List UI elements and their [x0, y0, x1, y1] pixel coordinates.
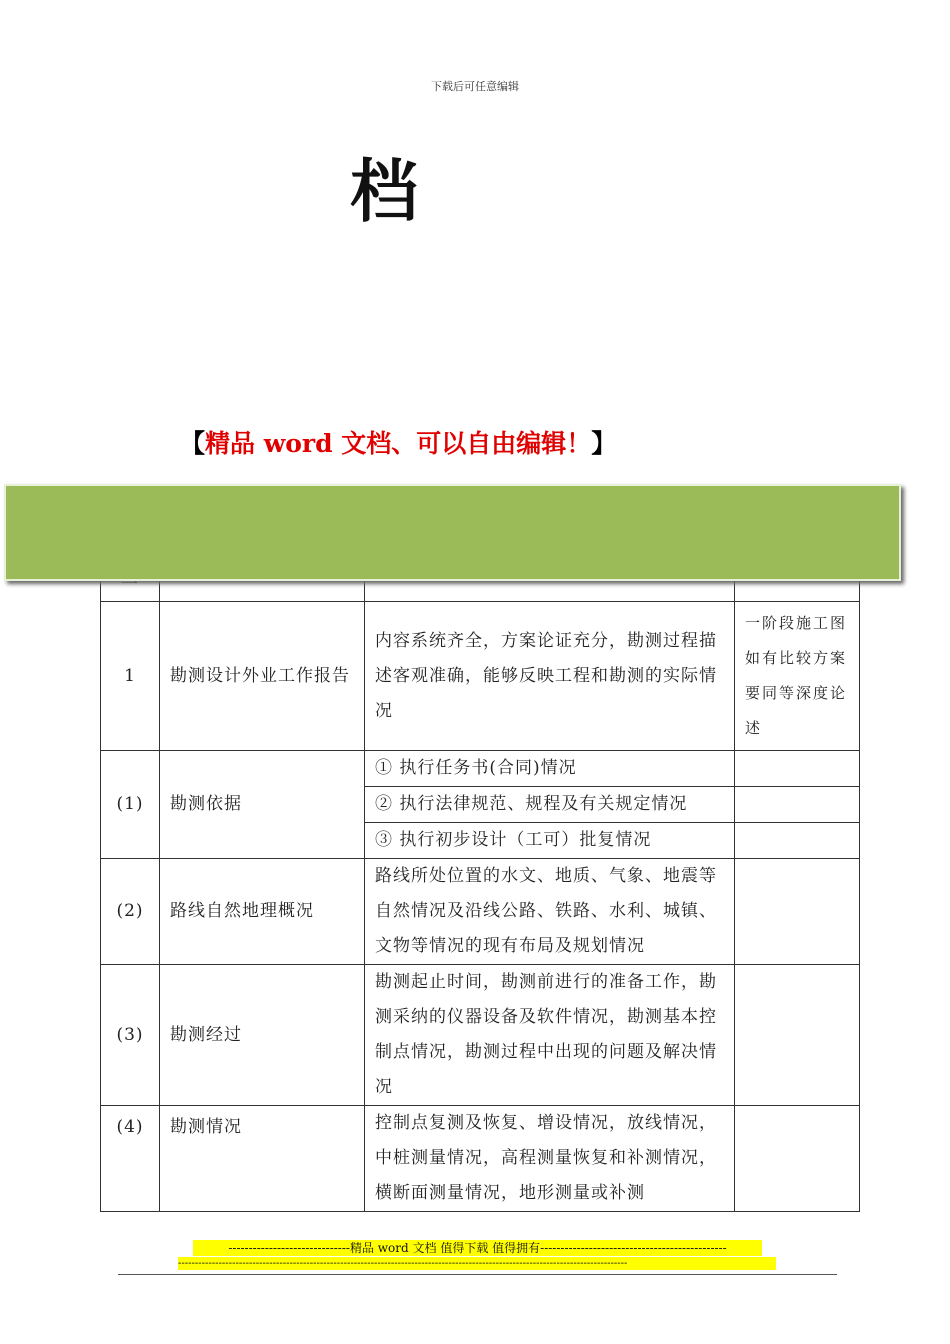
table-row: [101, 602, 860, 751]
row-number: (4): [101, 1106, 160, 1212]
row-content: ③ 执行初步设计（工可）批复情况: [365, 823, 735, 859]
promo-close-bracket: 】: [591, 429, 617, 458]
row-item: 勘测经过: [160, 965, 365, 1106]
row-note: [735, 859, 860, 965]
row-number: (3): [101, 965, 160, 1106]
row-note: [735, 787, 860, 823]
header-note: 下载后可任意编辑: [431, 80, 519, 93]
row-content: 勘测起止时间，勘测前进行的准备工作，勘测采纳的仪器设备及软件情况，勘测基本控制点情况，勘测过程中出现的问题及解决情况: [365, 965, 735, 1106]
table-row: [101, 965, 860, 1106]
row-content: 路线所处位置的水文、地质、气象、地震等自然情况及沿线公路、铁路、水利、城镇、文物等情况的现有布局及规划情况: [365, 859, 735, 965]
table-row: [101, 859, 860, 965]
row-content: 内容系统齐全，方案论证充分，勘测过程描述客观准确，能够反映工程和勘测的实际情况: [365, 602, 735, 751]
footer-divider: [118, 1274, 837, 1275]
table-row: [101, 751, 860, 787]
row-number: (2): [101, 859, 160, 965]
green-banner: [4, 484, 901, 581]
row-note: [735, 751, 860, 787]
row-content: 控制点复测及恢复、增设情况，放线情况，中桩测量情况，高程测量恢复和补测情况，横断面测量情况，地形测量或补测: [365, 1106, 735, 1212]
row-note: [735, 1106, 860, 1212]
review-table: [100, 548, 860, 1212]
row-content: ② 执行法律规范、规程及有关规定情况: [365, 787, 735, 823]
promo-text: 精品 word 文档、可以自由编辑！: [205, 429, 592, 458]
title-char: 档: [350, 153, 419, 232]
row-note: [735, 823, 860, 859]
footer-dash-line: -------------------------------------------------------------------------------------------------------------------------------------: [178, 1257, 776, 1270]
row-item: 勘测依据: [160, 751, 365, 859]
row-note: [735, 965, 860, 1106]
row-item: 勘测设计外业工作报告: [160, 602, 365, 751]
promo-banner: [180, 424, 616, 460]
row-note: 一阶段施工图如有比较方案要同等深度论述: [735, 602, 860, 751]
promo-open-bracket: 【: [180, 429, 206, 458]
row-item: 勘测情况: [160, 1106, 365, 1212]
table-row: [101, 1106, 860, 1212]
row-content: ① 执行任务书(合同)情况: [365, 751, 735, 787]
row-number: 1: [101, 602, 160, 751]
row-number: (1): [101, 751, 160, 859]
footer-promo-line: ------------------------------精品 word 文档 值得下载 值得拥有----------------------------------------------: [193, 1240, 762, 1256]
row-item: 路线自然地理概况: [160, 859, 365, 965]
